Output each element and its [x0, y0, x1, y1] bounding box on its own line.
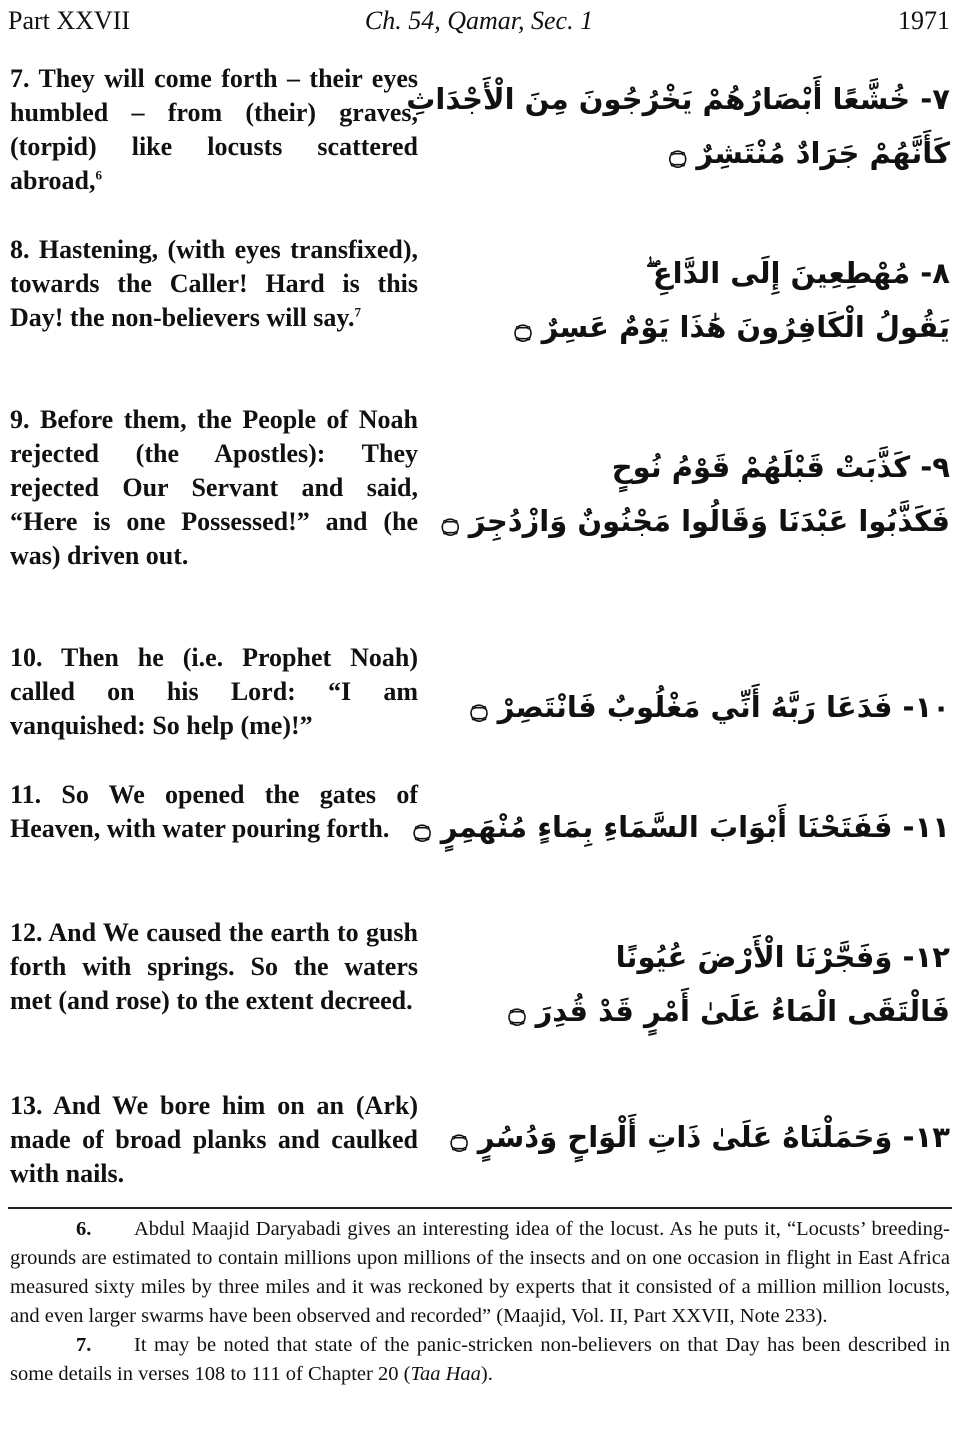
arabic-line: ١١- فَفَتَحْنَا أَبْوَابَ السَّمَاءِ بِمَاءٍ مُنْهَمِرٍ ۝: [413, 810, 950, 844]
arabic-line: ١٢- وَفَجَّرْنَا الْأَرْضَ عُيُونًا: [615, 940, 950, 974]
arabic-line: ١٣- وَحَمَلْنَاهُ عَلَىٰ ذَاتِ أَلْوَاحٍ وَدُسُرٍ ۝: [450, 1120, 950, 1154]
arabic-line: ٧- خُشَّعًا أَبْصَارُهُمْ يَخْرُجُونَ مِنَ الْأَجْدَاثِ: [406, 82, 950, 116]
footnote-number: 7.: [76, 1334, 92, 1356]
verse-text: 13. And We bore him on an (Ark) made of broad planks and caulked with nails.: [10, 1091, 418, 1188]
verse-arabic-10: [470, 680, 950, 734]
footnote-divider: [8, 1207, 952, 1209]
verse-translation-12: [10, 916, 418, 1018]
part-label: Part XXVII: [8, 6, 131, 35]
footnote-7: [10, 1331, 950, 1389]
arabic-line: فَكَذَّبُوا عَبْدَنَا وَقَالُوا مَجْنُونٌ وَازْدُجِرَ ۝: [441, 504, 950, 538]
arabic-line: يَقُولُ الْكَافِرُونَ هَٰذَا يَوْمٌ عَسِرٌ ۝: [514, 310, 950, 344]
footnote-number: 6.: [76, 1218, 92, 1240]
arabic-line: ١٠- فَدَعَا رَبَّهُ أَنِّي مَغْلُوبٌ فَانْتَصِرْ ۝: [470, 690, 950, 724]
verse-text: 7. They will come forth – their eyes humbled – from (their) graves, (torpid) like locusts scattered abroad,: [10, 64, 418, 195]
verse-text: 9. Before them, the People of Noah rejected (the Apostles): They rejected Our Servant and said, “Here is one Possessed!” and (he was) driven out.: [10, 405, 418, 570]
arabic-line: ٨- مُهْطِعِينَ إِلَى الدَّاعِ ۖ: [645, 256, 950, 290]
verse-arabic-13: [450, 1110, 950, 1164]
verse-text: 11. So We opened the gates of Heaven, with water pouring forth.: [10, 780, 418, 843]
arabic-line: فَالْتَقَى الْمَاءُ عَلَىٰ أَمْرٍ قَدْ قُدِرَ ۝: [508, 994, 950, 1028]
page-header: [8, 2, 950, 42]
verse-translation-13: [10, 1089, 418, 1191]
verse-translation-9: [10, 403, 418, 573]
verse-arabic-11: [413, 800, 950, 854]
arabic-line: كَأَنَّهُمْ جَرَادٌ مُنْتَشِرٌ ۝: [669, 136, 950, 170]
verse-text: 10. Then he (i.e. Prophet Noah) called on his Lord: “I am vanquished: So help (me)!”: [10, 643, 418, 740]
verse-translation-10: [10, 641, 418, 743]
verse-text: 8. Hastening, (with eyes transfixed), towards the Caller! Hard is this Day! the non-believers will say.: [10, 235, 418, 332]
footnote-text: It may be noted that state of the panic-stricken non-believers on that Day has been described in some details in verses 108 to 111 of Chapter 20 (: [10, 1334, 950, 1385]
footnote-ref: 6: [95, 167, 102, 183]
verse-arabic-12: [470, 930, 950, 1038]
verse-translation-11: [10, 778, 418, 846]
footnote-text: Abdul Maajid Daryabadi gives an interesting idea of the locust. As he puts it, “Locusts’ breeding-grounds are estimated to contain millions upon millions of the insects and on one occasion in flight in East Africa measured sixty miles by three miles and it was reckoned by experts that it consisted of a million million locusts, and even larger swarms have been observed and recorded” (Maajid, Vol. II, Part XXVII, Note 233).: [10, 1218, 950, 1327]
footnote-text-end: ).: [480, 1363, 493, 1385]
footnotes: [10, 1215, 950, 1389]
footnote-ref: 7: [354, 304, 361, 320]
verse-translation-8: [10, 233, 418, 335]
verse-arabic-8: [470, 246, 950, 354]
verse-text: 12. And We caused the earth to gush forth with springs. So the waters met (and rose) to the extent decreed.: [10, 918, 418, 1015]
chapter-title: Ch. 54, Qamar, Sec. 1: [364, 6, 594, 35]
verse-arabic-7: [406, 72, 950, 180]
footnote-chapter-name: Taa Haa: [410, 1363, 481, 1385]
page-number: 1971: [898, 6, 950, 35]
verse-translation-7: [10, 62, 418, 198]
arabic-line: ٩- كَذَّبَتْ قَبْلَهُمْ قَوْمُ نُوحٍ: [611, 450, 950, 484]
verse-arabic-9: [441, 440, 950, 548]
footnote-6: [10, 1215, 950, 1331]
